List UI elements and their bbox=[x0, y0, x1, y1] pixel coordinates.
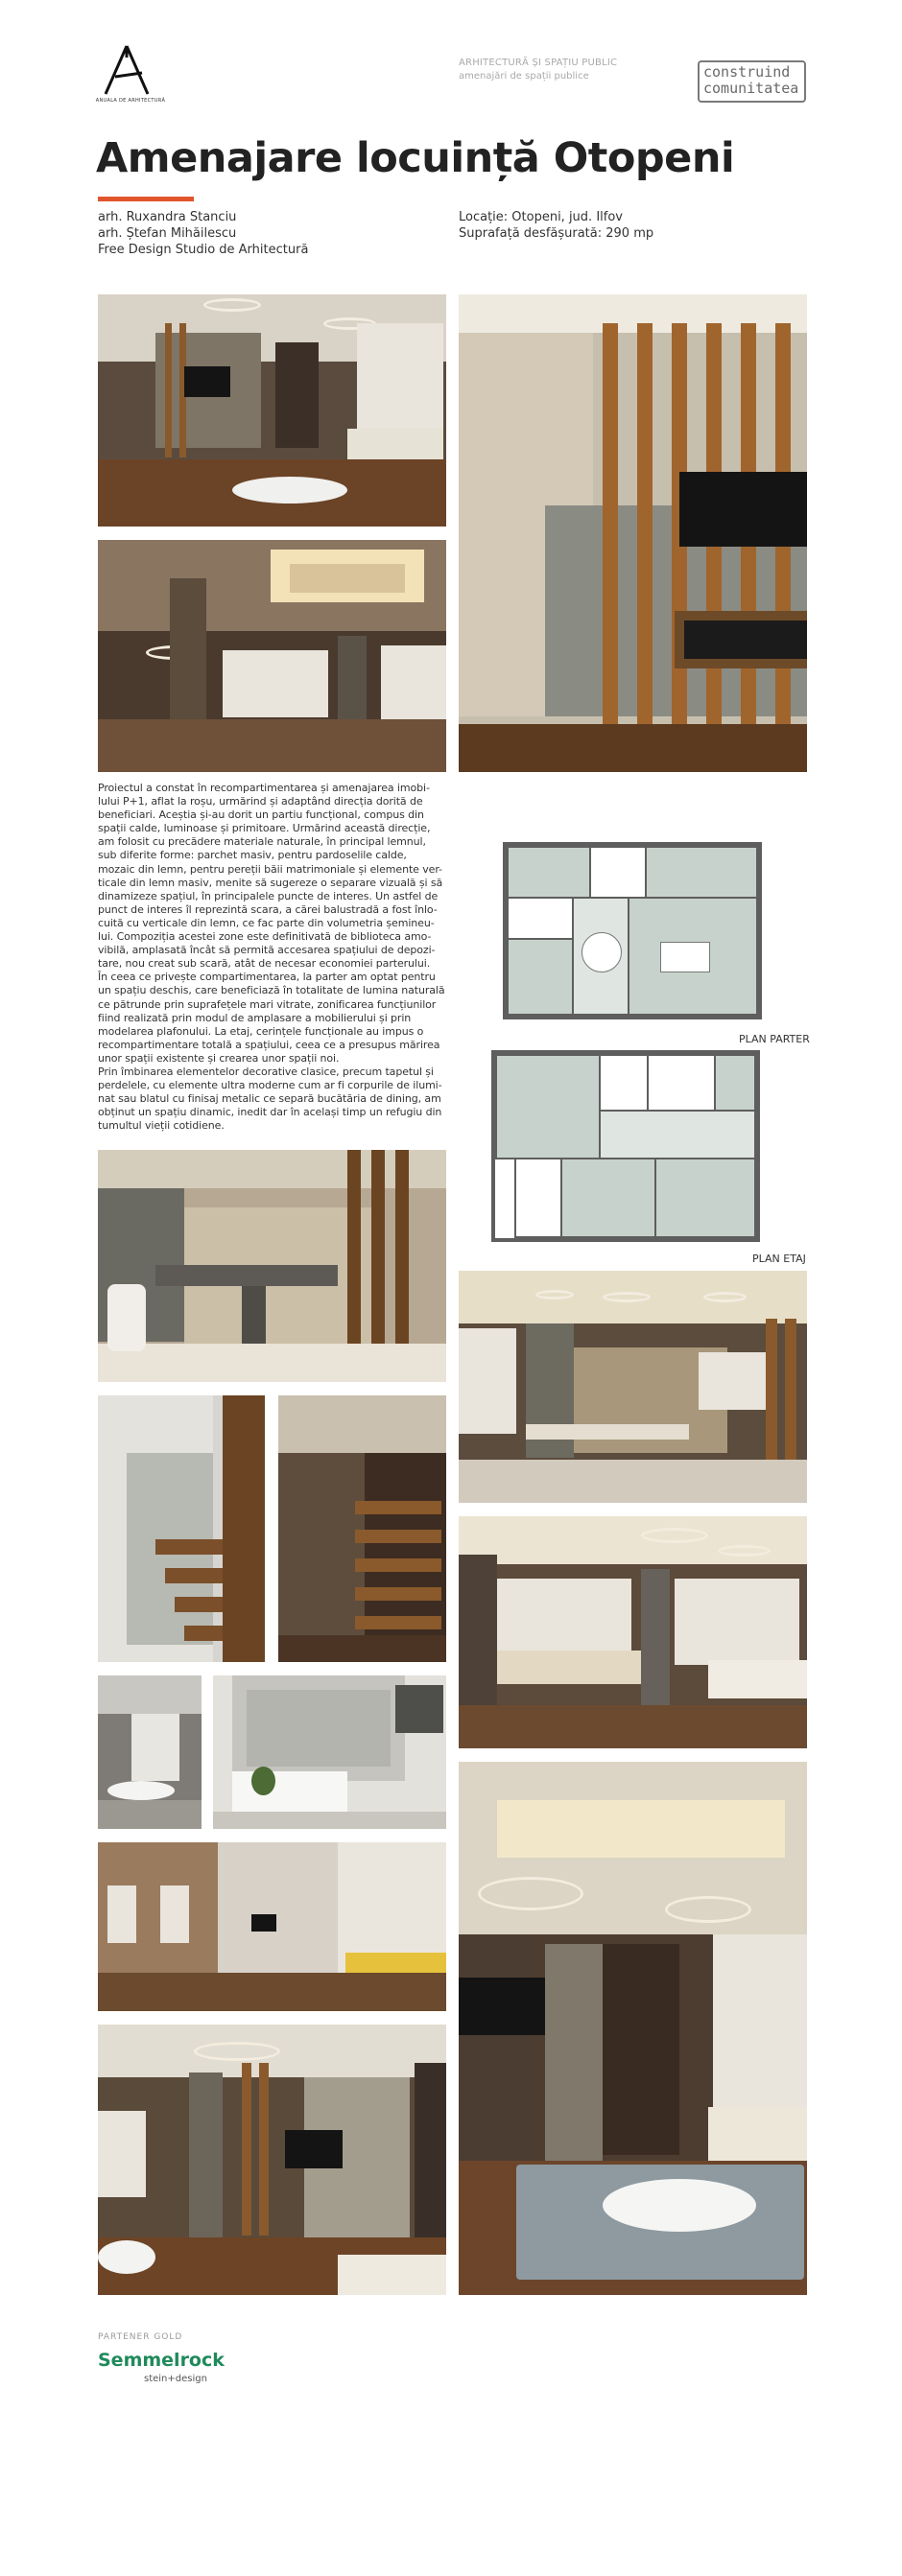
cc-logo-line2: comunitatea bbox=[703, 80, 799, 97]
ground-plan-label: PLAN PARTER bbox=[739, 1033, 810, 1045]
photo-living-wide bbox=[98, 2025, 446, 2295]
category-title: ARHITECTURĂ ȘI SPAȚIU PUBLIC bbox=[459, 58, 618, 68]
semmelrock-tagline: stein+design bbox=[144, 2374, 207, 2384]
photo-dining bbox=[459, 1271, 807, 1503]
photo-kitchen-island bbox=[98, 1150, 446, 1382]
photo-bathroom-sink bbox=[98, 1675, 202, 1829]
authors-block bbox=[98, 209, 308, 258]
photo-living-sofas bbox=[459, 1516, 807, 1748]
construind-comunitatea-logo bbox=[698, 60, 806, 103]
photo-stairs-dark bbox=[278, 1395, 446, 1662]
anuala-logo-icon bbox=[98, 44, 155, 96]
photo-living-fireplace bbox=[98, 294, 446, 527]
photo-bedrooms bbox=[98, 1842, 446, 2011]
category-subtitle: amenajări de spații publice bbox=[459, 71, 589, 82]
location-text: Locație: Otopeni, jud. Ilfov bbox=[459, 210, 623, 224]
ground-floor-plan bbox=[503, 842, 762, 1019]
author-studio: Free Design Studio de Arhitectură bbox=[98, 243, 309, 257]
description-paragraph: În ceea ce privește compartimentarea, la parter am optat pentru un spațiu deschis, care beneficiază în totalitate de lumina naturală ce pătrunde prin suprafețele mari vitrate, zonificarea funcțiunilor fiind realizată prin modul de amplasare a mobilierului și prin modelarea plafonului. La etaj, cerințele funcționale au impus o recompartimentare totală a spațiului, ceea ce a presupus mărirea unor spații existente și crearea unor spații noi. bbox=[98, 971, 445, 1065]
title-underline bbox=[98, 197, 194, 201]
photo-wooden-stairs bbox=[98, 1395, 265, 1662]
project-info bbox=[459, 209, 653, 242]
description-paragraph: Proiectul a constat în recompartimentarea și amenajarea imobi-lului P+1, aflat la roșu, urmărind și adaptând direcția dorită de beneficiari. Aceștia și-au dorit un partiu funcțional, compus din spații calde, luminoase și primitoare. Urmărind această direcție, am folosit cu precădere materiale naturale, în principal lemnul, sub diferite forme: parchet masiv, pentru pardoselile calde, mozaic din lemn, pentru pereții băii matrimoniale și elemente ver-ticale din lemn masiv, menite să sugereze o separare vizuală și să dinamizeze spațiul, în principalele puncte de interes. Un astfel de punct de interes îl reprezintă scara, a cărei balustradă a fost înlo-cuită cu verticale din lemn, ce fac parte din volumetria șemineu-lui. Compoziția acestei zone este definitivată de biblioteca amo-vibilă, amplasată încât să permită accesarea spațiului de depozi-tare, nou creat sub scară, atât de necesar economiei parterului. bbox=[98, 782, 443, 971]
photo-bathroom-tub bbox=[213, 1675, 446, 1829]
anuala-logo-text: ANUALA DE ARHITECTURĂ bbox=[95, 98, 166, 104]
page-title: Amenajare locuință Otopeni bbox=[96, 134, 735, 182]
project-description bbox=[98, 782, 445, 1133]
photo-ceiling-living bbox=[98, 540, 446, 772]
author-2: arh. Ștefan Mihăilescu bbox=[98, 226, 237, 241]
photo-staircase-slats bbox=[459, 294, 807, 772]
author-1: arh. Ruxandra Stanciu bbox=[98, 210, 237, 224]
upper-floor-plan bbox=[491, 1050, 760, 1242]
area-text: Suprafață desfășurată: 290 mp bbox=[459, 226, 654, 241]
description-paragraph: Prin îmbinarea elementelor decorative clasice, precum tapetul și perdelele, cu elemente ultra moderne cum ar fi corpurile de ilumi-nat sau blatul cu finisaj metalic ce separă bucătăria de dining, am obținut un spațiu dinamic, inedit dar în același timp un refugiu din tumultul vieții cotidiene. bbox=[98, 1065, 442, 1133]
photo-living-ceiling-tall bbox=[459, 1762, 807, 2295]
cc-logo-line1: construind bbox=[703, 63, 791, 81]
upper-plan-label: PLAN ETAJ bbox=[752, 1253, 806, 1265]
semmelrock-logo: Semmelrock bbox=[98, 2350, 225, 2371]
partner-label: PARTENER GOLD bbox=[98, 2332, 183, 2342]
